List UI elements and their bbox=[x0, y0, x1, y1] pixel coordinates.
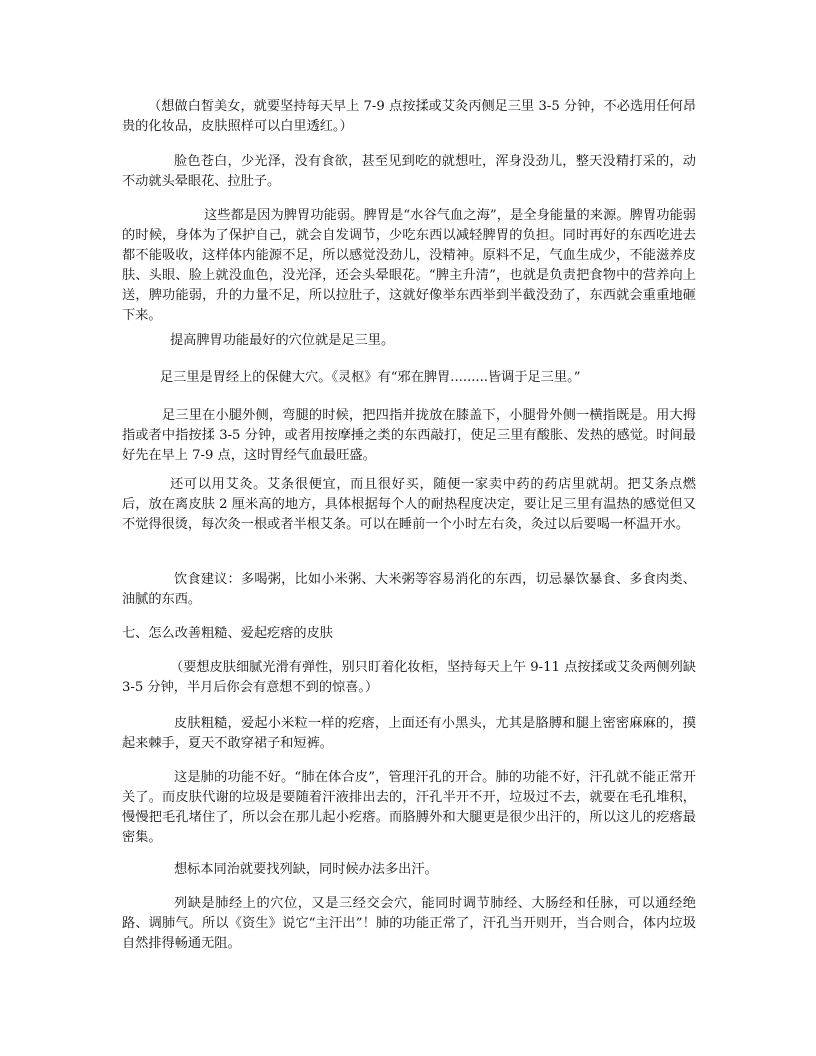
diet-advice-paragraph: 饮食建议：多喝粥，比如小米粥、大米粥等容易消化的东西，切忌暴饮暴食、多食肉类、油腻的东西。 bbox=[122, 572, 696, 607]
explanation-paragraph: 这些都是因为脾胃功能弱。脾胃是“水谷气血之海”，是全身能量的来源。脾胃功能弱的时候，身体为了保护自己，就会自发调节，少吃东西以减轻脾胃的负担。同时再好的东西吃进去都不能吸收，这样体内能源不足，所以感觉没劲儿，没精神。原料不足，气血生成少，不能滋养皮肤、头眼、脸上就没血色，没光泽，还会头晕眼花。“脾主升清”，也就是负责把食物中的营养向上送，脾功能弱，升的力量不足，所以拉肚子，这就好像举东西举到半截没劲了，东西就会重重地砸下来。 bbox=[122, 208, 696, 323]
intro-note-paragraph: （想做白皙美女，就要坚持每天早上 7-9 点按揉或艾灸丙侧足三里 3-5 分钟，不必选用任何昂贵的化妆品，皮肤照样可以白里透红。） bbox=[122, 99, 696, 134]
acupoint-intro-paragraph: 提高脾胃功能最好的穴位就是足三里。 bbox=[170, 333, 395, 348]
section-heading: 七、怎么改善粗糙、爱起疙瘩的皮肤 bbox=[122, 626, 333, 641]
treatment-tip-paragraph: 想标本同治就要找列缺，同时候办法多出汗。 bbox=[174, 862, 438, 877]
skin-intro-note-paragraph: （要想皮肤细腻光滑有弹性，别只盯着化妆柜，坚持每天上午 9-11 点按揉或艾灸两侧列缺 3-5 分钟，半月后你会有意想不到的惊喜。） bbox=[122, 660, 696, 695]
moxibustion-paragraph: 还可以用艾灸。艾条很便宜，而且很好买，随便一家卖中药的药店里就胡。把艾条点燃后，放在离皮肤 2 厘米高的地方，具体根据每个人的耐热程度决定，要让足三里有温热的感觉但又不觉得很烫，每次灸一根或者半根艾条。可以在睡前一个小时左右灸，灸过以后要喝一杯温开水。 bbox=[122, 477, 696, 532]
lung-explanation-paragraph: 这是肺的功能不好。“肺在体合皮”，管理汗孔的开合。肺的功能不好，汗孔就不能正常开关了。而皮肤代谢的垃圾是要随着汗液排出去的，汗孔半开不开，垃圾过不去，就要在毛孔堆积，慢慢把毛孔堵住了，所以会在那儿起小疙瘩。而胳膊外和大腿更是很少出汗的，所以这儿的疙瘩最密集。 bbox=[122, 770, 696, 845]
zusanli-method-paragraph: 足三里在小腿外侧，弯腿的时候，把四指并拢放在膝盖下，小腿骨外侧一横指既是。用大拇指或者中指按揉 3-5 分钟，或者用按摩捶之类的东西敲打，使足三里有酸胀、发热的感觉。时间最好先在早上 7-9 点，这时胃经气血最旺盛。 bbox=[122, 408, 696, 463]
zusanli-quote-paragraph: 足三里是胃经上的保健大穴。《灵枢》有“邪在脾胃.........皆调于足三里。” bbox=[160, 370, 581, 385]
skin-symptom-paragraph: 皮肤粗糙，爱起小米粒一样的疙瘩，上面还有小黑头，尤其是胳膊和腿上密密麻麻的，摸起来棘手，夏天不敢穿裙子和短裤。 bbox=[122, 716, 696, 751]
symptom-paragraph: 脸色苍白，少光泽，没有食欲，甚至见到吃的就想吐，浑身没劲儿，整天没精打采的，动不动就头晕眼花、拉肚子。 bbox=[122, 154, 696, 189]
lieque-paragraph: 列缺是肺经上的穴位，又是三经交会穴，能同时调节肺经、大肠经和任脉，可以通经绝路、调肺气。所以《资生》说它“主汗出”！肺的功能正常了，汗孔当开则开，当合则合，体内垃圾自然排得畅通无阻。 bbox=[122, 896, 696, 951]
